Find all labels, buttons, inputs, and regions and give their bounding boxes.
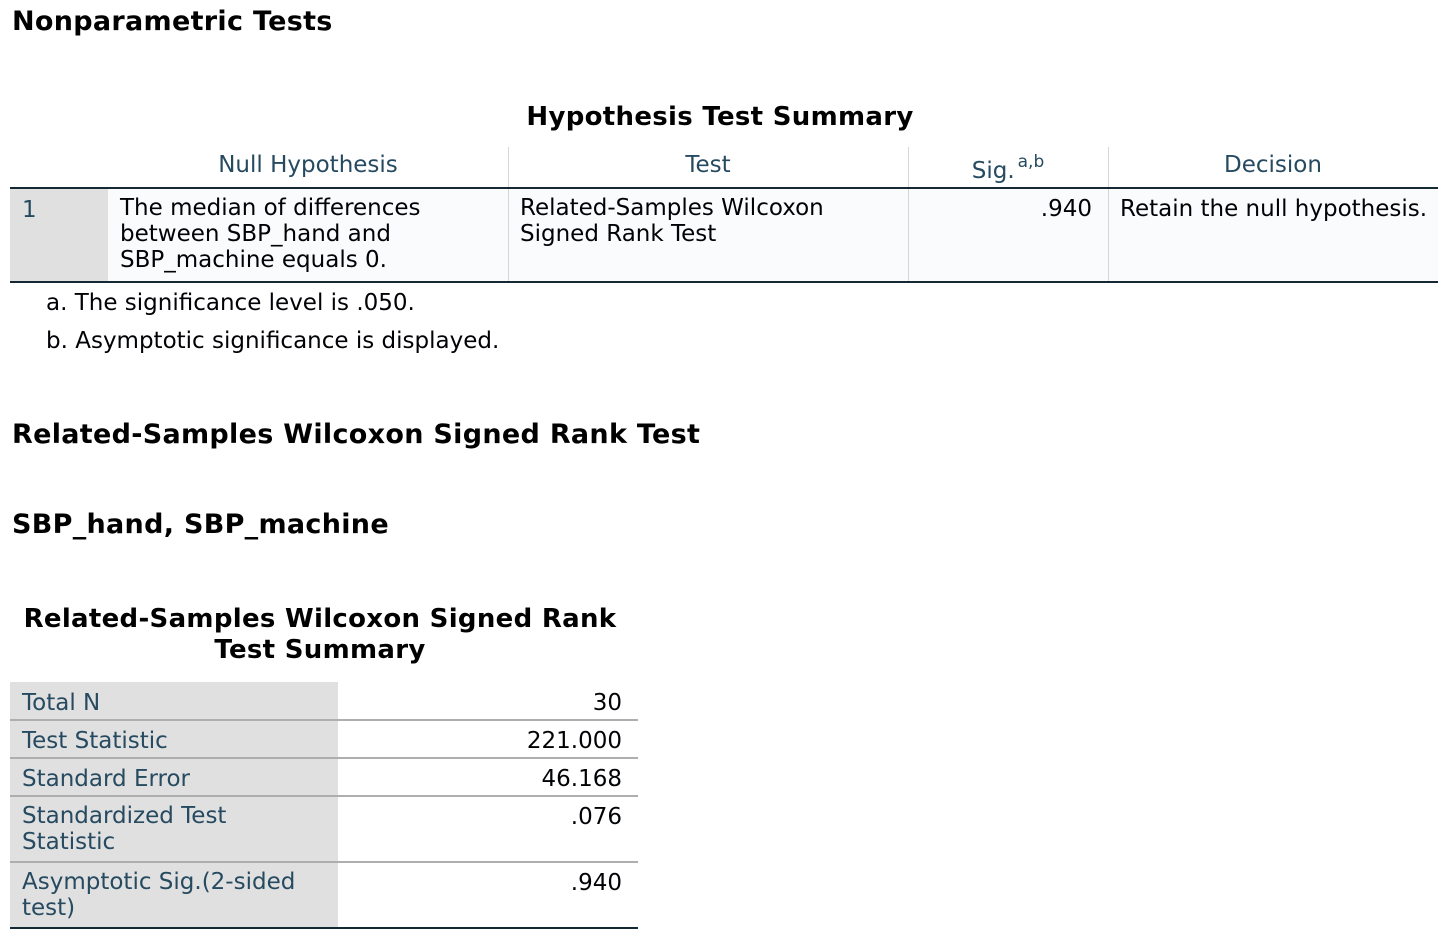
sig-cell: .940 [1040, 196, 1092, 222]
header-decision: Decision [1224, 152, 1322, 178]
page-title: Nonparametric Tests [12, 6, 333, 37]
header-null-hypothesis: Null Hypothesis [218, 152, 398, 178]
row-number: 1 [22, 197, 37, 223]
row-label-standardized-test-statistic: Standardized Test Statistic [22, 803, 227, 855]
row-label-total-n: Total N [22, 690, 101, 716]
row-label-standard-error: Standard Error [22, 766, 191, 792]
header-sig: Sig. $^{a,b}$ [971, 152, 1045, 184]
test-cell: Related-Samples Wilcoxon Signed Rank Test [520, 195, 824, 247]
value-test-statistic: 221.000 [526, 728, 622, 754]
value-asymptotic-sig: .940 [570, 870, 622, 896]
header-test: Test [685, 152, 731, 178]
decision-cell: Retain the null hypothesis. [1120, 196, 1428, 222]
row-label-asymptotic-sig: Asymptotic Sig.(2-sided test) [22, 869, 296, 921]
section-title: Related-Samples Wilcoxon Signed Rank Test [12, 419, 701, 450]
value-standard-error: 46.168 [541, 766, 622, 792]
summary-table-title: Related-Samples Wilcoxon Signed Rank Test Summary [23, 604, 617, 665]
value-total-n: 30 [592, 690, 622, 716]
variables-title: SBP_hand, SBP_machine [12, 509, 389, 540]
value-standardized-test-statistic: .076 [570, 804, 622, 830]
footnote-b: b. Asymptotic significance is displayed. [46, 328, 500, 354]
null-hypothesis-cell: The median of differences between SBP_hand and SBP_machine equals 0. [120, 195, 421, 273]
footnote-a: a. The significance level is .050. [46, 290, 415, 316]
hypothesis-table-title: Hypothesis Test Summary [526, 102, 914, 132]
row-label-test-statistic: Test Statistic [22, 728, 168, 754]
sig-footnote-marker: a,b [1017, 152, 1045, 172]
